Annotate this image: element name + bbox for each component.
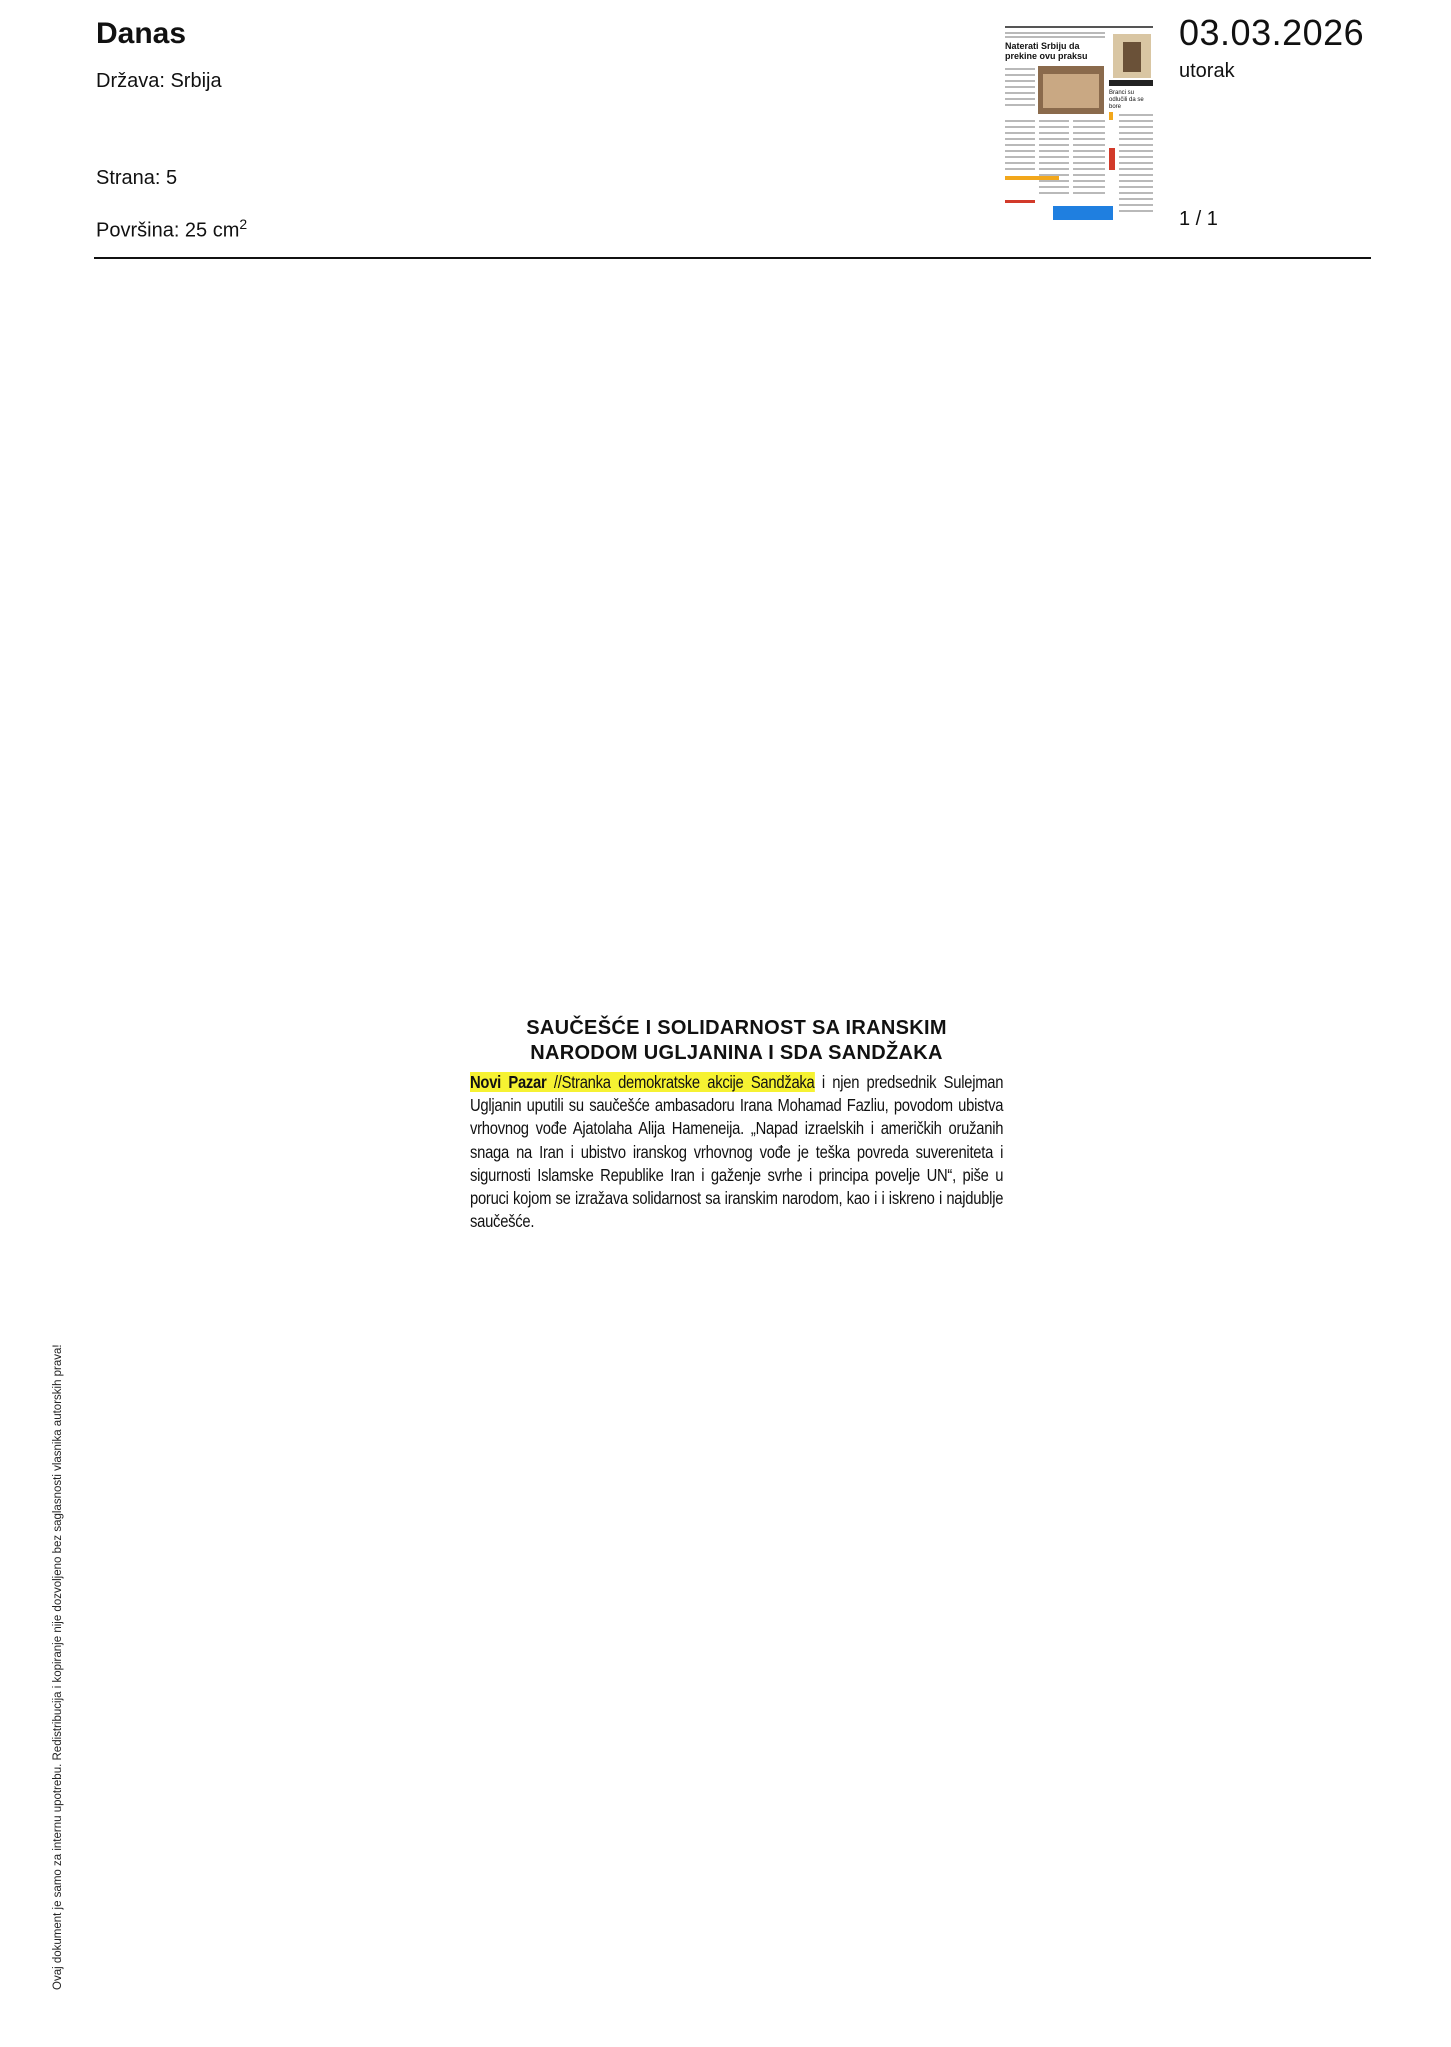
article-headline: SAUČEŠĆE I SOLIDARNOST SA IRANSKIM NARODOM UGLJANINA I SDA SANDŽAKA (526, 1017, 947, 1064)
thumbnail-side-text: Branci su odlučili da se bore (1109, 90, 1144, 110)
area-label (96, 216, 247, 243)
issue-weekday: utorak (1179, 60, 1235, 82)
thumbnail-headline: Naterati Srbiju da prekine ovu praksu (1005, 41, 1088, 61)
area-text: Površina: 25 cm (96, 219, 240, 242)
article-body (470, 1071, 1003, 1233)
country-label: Država: Srbija (96, 70, 222, 92)
thumbnail-ad-block (1053, 206, 1113, 220)
article-body-text: i njen predsednik Sulejman Ugljanin uputili su saučešće ambasadoru Irana Mohamad Fazliu, povodom ubistva vrhovnog vođe Ajatolaha Alija Hameneija. „Napad izraelskih i američkih oružanih snaga na Iran i ubistvo iranskog vrhovnog vođe je teška povreda suvereniteta i sigurnosti Islamske Republike Iran i gaženje svrhe i principa povelje UN“, piše u poruci kojom se izražava solidarnost sa iranskim narodom, kao i i iskreno i najdublje saučešće. (470, 1072, 1004, 1232)
page-count: 1 / 1 (1179, 208, 1218, 230)
header-divider (94, 257, 1371, 259)
highlighted-lead (470, 1072, 815, 1092)
area-superscript: 2 (239, 216, 248, 232)
lead-source: //Stranka demokratske akcije Sandžaka (546, 1072, 815, 1092)
page-thumbnail[interactable] (1003, 24, 1155, 230)
copyright-note: Ovaj dokument je samo za internu upotrebu. Redistribucija i kopiranje nije dozvoljeno bez saglasnosti vlasnika autorskih prava! (52, 1344, 64, 1990)
page-number: Strana: 5 (96, 167, 178, 189)
issue-date: 03.03.2026 (1179, 12, 1365, 53)
publication-name: Danas (96, 17, 187, 50)
lead-place: Novi Pazar (470, 1072, 547, 1092)
article-clipping (470, 1016, 1003, 1233)
